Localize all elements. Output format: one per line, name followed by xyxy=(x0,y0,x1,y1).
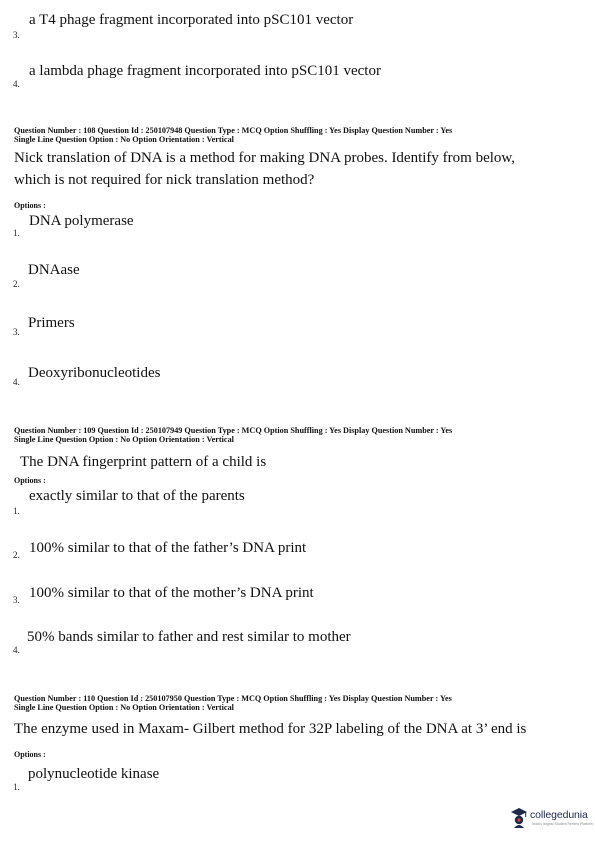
logo-tagline: India's largest Student Review Platform xyxy=(532,822,593,826)
option-number: 4. xyxy=(13,645,20,655)
option-text: DNA polymerase xyxy=(29,213,134,229)
question-meta-line1: Question Number : 108 Question Id : 250107948 Question Type : MCQ Option Shuffling : Yes Display Question Number : Yes xyxy=(14,126,453,135)
option-number: 3. xyxy=(13,30,20,40)
option-text: DNAase xyxy=(28,262,80,278)
option-number: 2. xyxy=(13,550,20,560)
question-text-line1: The DNA fingerprint pattern of a child is xyxy=(20,454,267,470)
options-label: Options : xyxy=(14,476,46,485)
collegedunia-logo xyxy=(510,805,594,831)
option-number: 4. xyxy=(13,377,20,387)
question-meta-line2: Single Line Question Option : No Option Orientation : Vertical xyxy=(14,703,234,712)
option-number: 1. xyxy=(13,506,20,516)
option-number: 1. xyxy=(13,228,20,238)
option-text: exactly similar to that of the parents xyxy=(29,488,245,504)
option-number: 2. xyxy=(13,279,20,289)
option-number: 3. xyxy=(13,327,20,337)
question-text-line1: Nick translation of DNA is a method for making DNA probes. Identify from below, xyxy=(14,150,516,166)
option-text: 50% bands similar to father and rest similar to mother xyxy=(27,629,351,645)
question-meta-line1: Question Number : 110 Question Id : 250107950 Question Type : MCQ Option Shuffling : Yes Display Question Number : Yes xyxy=(14,694,452,703)
option-text: a lambda phage fragment incorporated into pSC101 vector xyxy=(29,63,381,79)
option-text: 100% similar to that of the father’s DNA print xyxy=(29,540,307,556)
options-label: Options : xyxy=(14,201,46,210)
question-meta-line1: Question Number : 109 Question Id : 250107949 Question Type : MCQ Option Shuffling : Yes Display Question Number : Yes xyxy=(14,426,453,435)
option-text: a T4 phage fragment incorporated into pSC101 vector xyxy=(29,12,354,28)
option-text: Deoxyribonucleotides xyxy=(28,365,161,381)
graduate-cap-icon xyxy=(510,807,528,829)
question-meta-line2: Single Line Question Option : No Option Orientation : Vertical xyxy=(14,135,234,144)
option-text: 100% similar to that of the mother’s DNA print xyxy=(29,585,314,601)
question-text-line2: which is not required for nick translation method? xyxy=(14,172,315,188)
question-meta-line2: Single Line Question Option : No Option Orientation : Vertical xyxy=(14,435,234,444)
options-label: Options : xyxy=(14,750,46,759)
option-text: Primers xyxy=(28,315,75,331)
question-text-line1: The enzyme used in Maxam- Gilbert method for 32P labeling of the DNA at 3’ end is xyxy=(14,721,527,737)
option-number: 1. xyxy=(13,782,20,792)
option-number: 3. xyxy=(13,595,20,605)
option-text: polynucleotide kinase xyxy=(28,766,160,782)
option-number: 4. xyxy=(13,79,20,89)
logo-name: collegedunia xyxy=(530,809,588,821)
